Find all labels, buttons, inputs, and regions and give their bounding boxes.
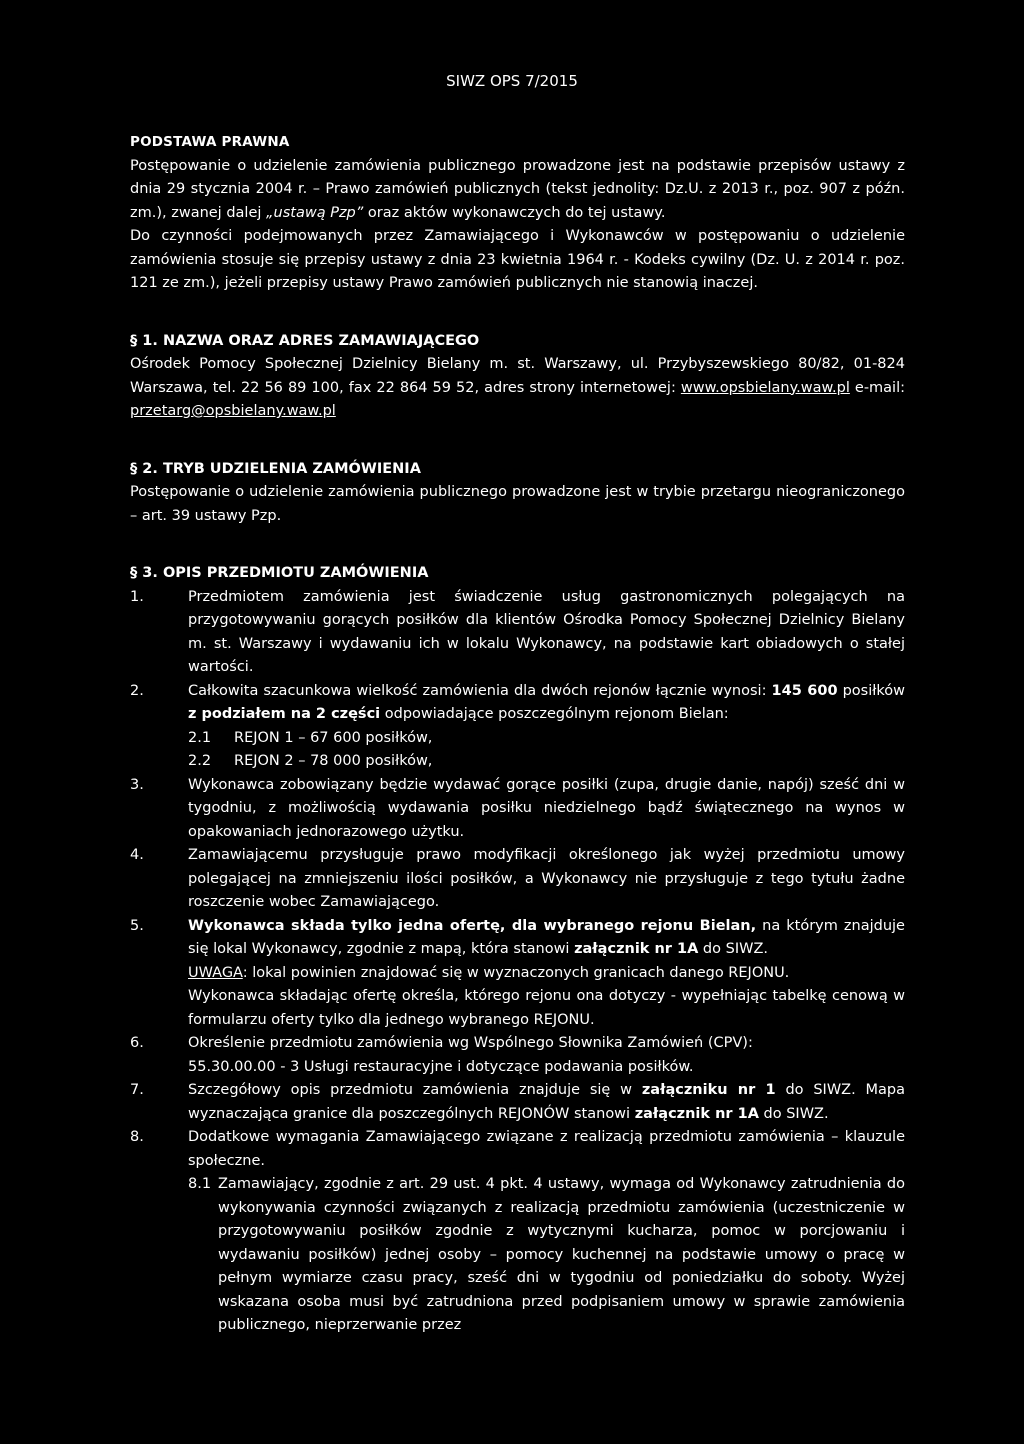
warning-note xyxy=(188,962,905,986)
sub-item-text: Zamawiający, zgodnie z art. 29 ust. 4 pkt. 4 ustawy, wymaga od Wykonawcy zatrudnienia do wykonywania czynności związanych z realizacją przedmiotu zamówienia (uczestniczenie w przygotowywaniu posiłków zgodnie z wytycznymi kucharza, pomoc w porcjowaniu i wydawaniu posiłków) jednej osoby – pomocy kuchennej na podstawie umowy o pracę w pełnym wymiarze czasu pracy, sześć dni w tygodniu od poniedziałku do soboty. Wyżej wskazana osoba musi być zatrudniona przed podpisaniem umowy w sprawie zamówienia publicznego, nieprzerwanie przez xyxy=(218,1176,905,1333)
text-run: e-mail: xyxy=(849,379,906,396)
list-item-text xyxy=(188,1079,905,1126)
legal-basis-paragraph-1 xyxy=(130,155,905,226)
text-run: na którym znajduje się lokal Wykonawcy, zgodnie z mapą, która stanowi xyxy=(188,917,905,957)
legal-basis-paragraph-2: Do czynności podejmowanych przez Zamawiającego i Wykonawców w postępowaniu o udzielenie zamówienia stosuje się przepisy ustawy z dnia 23 kwietnia 1964 r. - Kodeks cywilny (Dz. U. z 2014 r. poz. 121 ze zm.), jeżeli przepisy ustawy Prawo zamówień publicznych nie stanowią inaczej. xyxy=(130,228,905,291)
list-item xyxy=(130,915,905,1033)
text-run-bold: załącznik nr 1A xyxy=(634,1105,759,1122)
list-item-number: 4. xyxy=(130,847,144,863)
list-item-body xyxy=(188,915,905,1033)
text-run: : lokal powinien znajdować się w wyznaczonych granicach danego REJONU. xyxy=(242,964,790,981)
sub-item-text: REJON 1 – 67 600 posiłków, xyxy=(234,729,433,746)
text-run: Całkowita szacunkowa wielkość zamówienia dla dwóch rejonów łącznie wynosi: xyxy=(188,682,772,699)
list-item xyxy=(130,680,905,774)
list-item xyxy=(130,844,905,915)
text-run: posiłków xyxy=(837,682,905,699)
list-item xyxy=(130,1032,905,1079)
text-run: do SIWZ. xyxy=(698,941,768,957)
list-item xyxy=(130,774,905,845)
sub-item-number: 2.1 xyxy=(188,729,212,746)
sub-item xyxy=(188,1173,905,1338)
list-item-number: 3. xyxy=(130,776,144,793)
sub-item xyxy=(188,750,905,774)
text-run: do SIWZ. Mapa wyznaczająca granice dla poszczególnych REJONÓW stanowi xyxy=(188,1082,906,1122)
warning-label: UWAGA xyxy=(188,964,243,981)
sub-item xyxy=(188,727,905,751)
list-item-text: Przedmiotem zamówienia jest świadczenie usług gastronomicznych polegających na przygotowywaniu gorących posiłków dla klientów Ośrodka Pomocy Społecznej Dzielnicy Bielany m. st. Warszawy i wydawaniu ich w lokalu Wykonawcy, na podstawie kart obiadowych o stałej wartości. xyxy=(188,588,905,675)
list-item-number: 5. xyxy=(130,917,144,934)
text-run-bold: załączniku nr 1 xyxy=(641,1082,776,1098)
legal-basis-title: PODSTAWA PRAWNA xyxy=(130,134,290,150)
section-1-paragraph xyxy=(130,353,905,424)
email-link[interactable]: przetarg@opsbielany.waw.pl xyxy=(130,403,336,419)
list-item-body xyxy=(188,1032,905,1079)
text-run-bold: Wykonawca składa tylko jedna ofertę, dla wybranego rejonu Bielan, xyxy=(188,917,757,934)
sub-item-text: REJON 2 – 78 000 posiłków, xyxy=(234,753,433,769)
text-run: Ośrodek Pomocy Społecznej Dzielnicy Bielany m. st. Warszawy, ul. Przybyszewskiego 80/82, 01-824 Warszawa, tel. 22 56 89 100, fax 22 864 59 52, adres strony internetowej: xyxy=(130,356,905,396)
list-item-text: Zamawiającemu przysługuje prawo modyfikacji określonego jak wyżej przedmiotu umowy polegającej na zmniejszeniu ilości posiłków, a Wykonawcy nie przysługuje z tego tytułu żadne roszczenie wobec Zamawiającego. xyxy=(188,847,905,910)
text-run-bold: 145 600 xyxy=(771,682,838,699)
section-1-title: § 1. NAZWA ORAZ ADRES ZAMAWIAJĄCEGO xyxy=(130,332,480,349)
list-item-number: 6. xyxy=(130,1035,144,1051)
text-run: do SIWZ. xyxy=(758,1105,829,1122)
list-item-text: Określenie przedmiotu zamówienia wg Wspólnego Słownika Zamówień (CPV): xyxy=(188,1035,753,1051)
list-item-text: Dodatkowe wymagania Zamawiającego związane z realizacją przedmiotu zamówienia – klauzule społeczne. xyxy=(188,1129,905,1169)
text-run-italic: „ustawą Pzp” xyxy=(266,204,364,221)
text-run-bold: z podziałem na 2 części xyxy=(188,706,381,722)
section-2-title: § 2. TRYB UDZIELENIA ZAMÓWIENIA xyxy=(130,460,421,477)
document-header: SIWZ OPS 7/2015 xyxy=(446,72,578,90)
list-item-text: Wykonawca składając ofertę określa, którego rejonu ona dotyczy - wypełniając tabelkę cenową w formularzu oferty tylko dla jednego wybranego REJONU. xyxy=(188,988,905,1028)
document-content xyxy=(130,131,905,1338)
website-link[interactable]: www.opsbielany.waw.pl xyxy=(680,379,850,396)
list-item xyxy=(130,1126,905,1338)
list-item-text: Wykonawca zobowiązany będzie wydawać gorące posiłki (zupa, drugie danie, napój) sześć dni w tygodniu, z możliwością wydawania posiłku niedzielnego bądź świątecznego na wynos w opakowaniach jednorazowego użytku. xyxy=(188,776,905,840)
text-run: odpowiadające poszczególnym rejonom Bielan: xyxy=(380,706,729,722)
list-item-number: 7. xyxy=(130,1082,144,1098)
list-item xyxy=(130,586,905,680)
list-item-text xyxy=(188,680,905,727)
text-run: oraz aktów wykonawczych do tej ustawy. xyxy=(363,204,666,221)
sub-item-number: 2.2 xyxy=(188,753,212,769)
section-3-title: § 3. OPIS PRZEDMIOTU ZAMÓWIENIA xyxy=(130,565,429,581)
list-item xyxy=(130,1079,905,1126)
section-2-paragraph: Postępowanie o udzielenie zamówienia publicznego prowadzone jest w trybie przetargu nieograniczonego – art. 39 ustawy Pzp. xyxy=(130,484,905,524)
list-item-number: 2. xyxy=(130,682,144,699)
text-run: Postępowanie o udzielenie zamówienia publicznego prowadzone jest na podstawie przepisów ustawy z dnia 29 stycznia 2004 r. – Prawo zamówień publicznych (tekst jednolity: Dz.U. z 2013 r., poz. 907 z późn. zm.), zwanej dalej xyxy=(130,157,905,221)
list-item-number: 8. xyxy=(130,1129,144,1145)
list-item-body xyxy=(188,1126,905,1338)
list-item-body xyxy=(188,680,905,774)
text-run-bold: załącznik nr 1A xyxy=(574,941,699,957)
list-item-text xyxy=(188,915,905,962)
cpv-code-text: 55.30.00.00 - 3 Usługi restauracyjne i dotyczące podawania posiłków. xyxy=(188,1058,694,1075)
text-run: Szczegółowy opis przedmiotu zamówienia znajduje się w xyxy=(188,1082,642,1098)
list-item-number: 1. xyxy=(130,588,144,605)
sub-item-number: 8.1 xyxy=(188,1176,212,1192)
